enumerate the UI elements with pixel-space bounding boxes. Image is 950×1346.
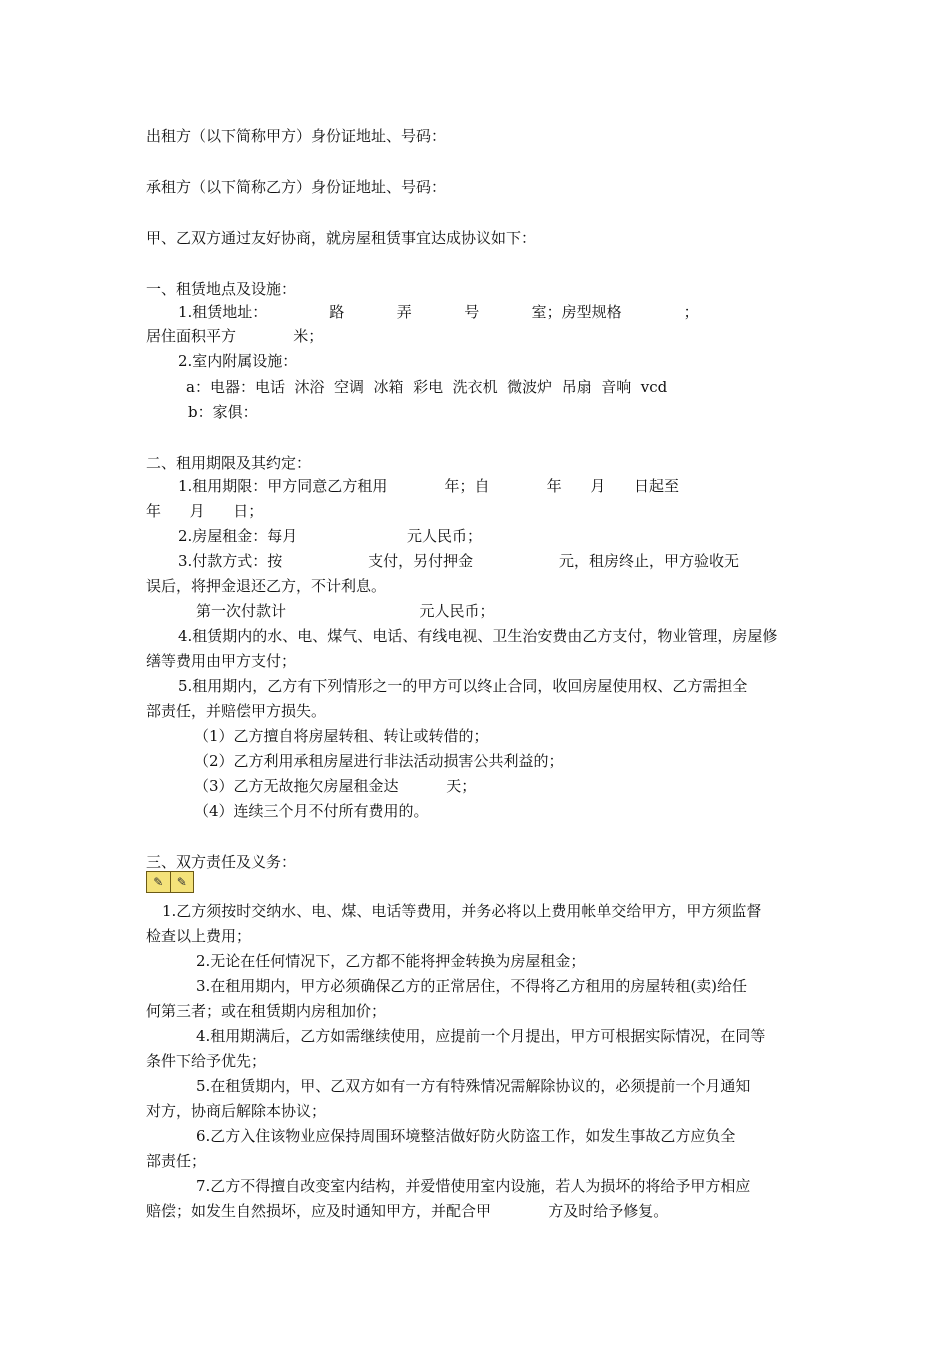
text-line: 误后，将押金退还乙方，不计利息。 [146, 577, 387, 595]
text-line: 2.房屋租金：每月 元人民币； [178, 527, 482, 545]
text-line: 4.租用期满后，乙方如需继续使用，应提前一个月提出，甲方可根据实际情况，在同等 [196, 1027, 766, 1045]
text-line: 居住面积平方 米； [146, 327, 324, 345]
text-line: 5.租用期内，乙方有下列情形之一的甲方可以终止合同，收回房屋使用权、乙方需担全 [178, 677, 748, 695]
text-line: （2）乙方利用承租房屋进行非法活动损害公共利益的； [194, 752, 564, 770]
text-line: 6.乙方入住该物业应保持周围环境整洁做好防火防盗工作，如发生事故乙方应负全 [196, 1127, 736, 1145]
text-line: 1.租赁地址： 路 弄 号 室；房型规格 ； [178, 303, 699, 321]
embedded-object-icons[interactable] [146, 871, 194, 893]
text-line: 二、租用期限及其约定： [146, 454, 312, 472]
text-line: 三、双方责任及义务： [146, 853, 297, 871]
text-line: 缮等费用由甲方支付； [146, 652, 297, 670]
document-object-icon[interactable]: ✎ [147, 872, 171, 892]
text-line: 检查以上费用； [146, 927, 252, 945]
text-line: 年 月 日； [146, 502, 264, 520]
text-line: a：电器：电话 沐浴 空调 冰箱 彩电 洗衣机 微波炉 吊扇 音响 vcd [186, 378, 668, 396]
text-line: 1.乙方须按时交纳水、电、煤、电话等费用，并务必将以上费用帐单交给甲方，甲方须监督 [162, 902, 762, 920]
text-line: 条件下给予优先； [146, 1052, 267, 1070]
text-line: 部责任； [146, 1152, 207, 1170]
text-line: 2.室内附属设施： [178, 352, 298, 370]
text-line: b：家俱： [188, 403, 258, 421]
text-line: 赔偿；如发生自然损坏，应及时通知甲方，并配合甲 方及时给予修复。 [146, 1202, 669, 1220]
text-line: 出租方（以下简称甲方）身份证地址、号码： [146, 127, 447, 145]
text-line: 甲、乙双方通过友好协商，就房屋租赁事宜达成协议如下： [146, 229, 537, 247]
text-line: 一、租赁地点及设施： [146, 280, 297, 298]
text-line: 承租方（以下简称乙方）身份证地址、号码： [146, 178, 447, 196]
text-line: （1）乙方擅自将房屋转租、转让或转借的； [194, 727, 489, 745]
text-line: 何第三者；或在租赁期内房租加价； [146, 1002, 387, 1020]
text-line: 部责任，并赔偿甲方损失。 [146, 702, 327, 720]
text-line: 3.在租用期内，甲方必须确保乙方的正常居住，不得将乙方租用的房屋转租(卖)给任 [196, 977, 748, 995]
text-line: 2.无论在任何情况下，乙方都不能将押金转换为房屋租金； [196, 952, 586, 970]
text-line: 1.租用期限：甲方同意乙方租用 年；自 年 月 日起至 [178, 477, 679, 495]
text-line: 5.在租赁期内，甲、乙双方如有一方有特殊情况需解除协议的，必须提前一个月通知 [196, 1077, 751, 1095]
text-line: 第一次付款计 元人民币； [196, 602, 495, 620]
text-line: 对方，协商后解除本协议； [146, 1102, 327, 1120]
text-line: （3）乙方无故拖欠房屋租金达 天； [194, 777, 477, 795]
document-object-icon[interactable]: ✎ [176, 875, 187, 889]
text-line: 7.乙方不得擅自改变室内结构，并爱惜使用室内设施，若人为损坏的将给予甲方相应 [196, 1177, 751, 1195]
text-line: 4.租赁期内的水、电、煤气、电话、有线电视、卫生治安费由乙方支付，物业管理，房屋修 [178, 627, 778, 645]
text-line: 3.付款方式：按 支付，另付押金 元，租房终止，甲方验收无 [178, 552, 739, 570]
text-line: （4）连续三个月不付所有费用的。 [194, 802, 429, 820]
